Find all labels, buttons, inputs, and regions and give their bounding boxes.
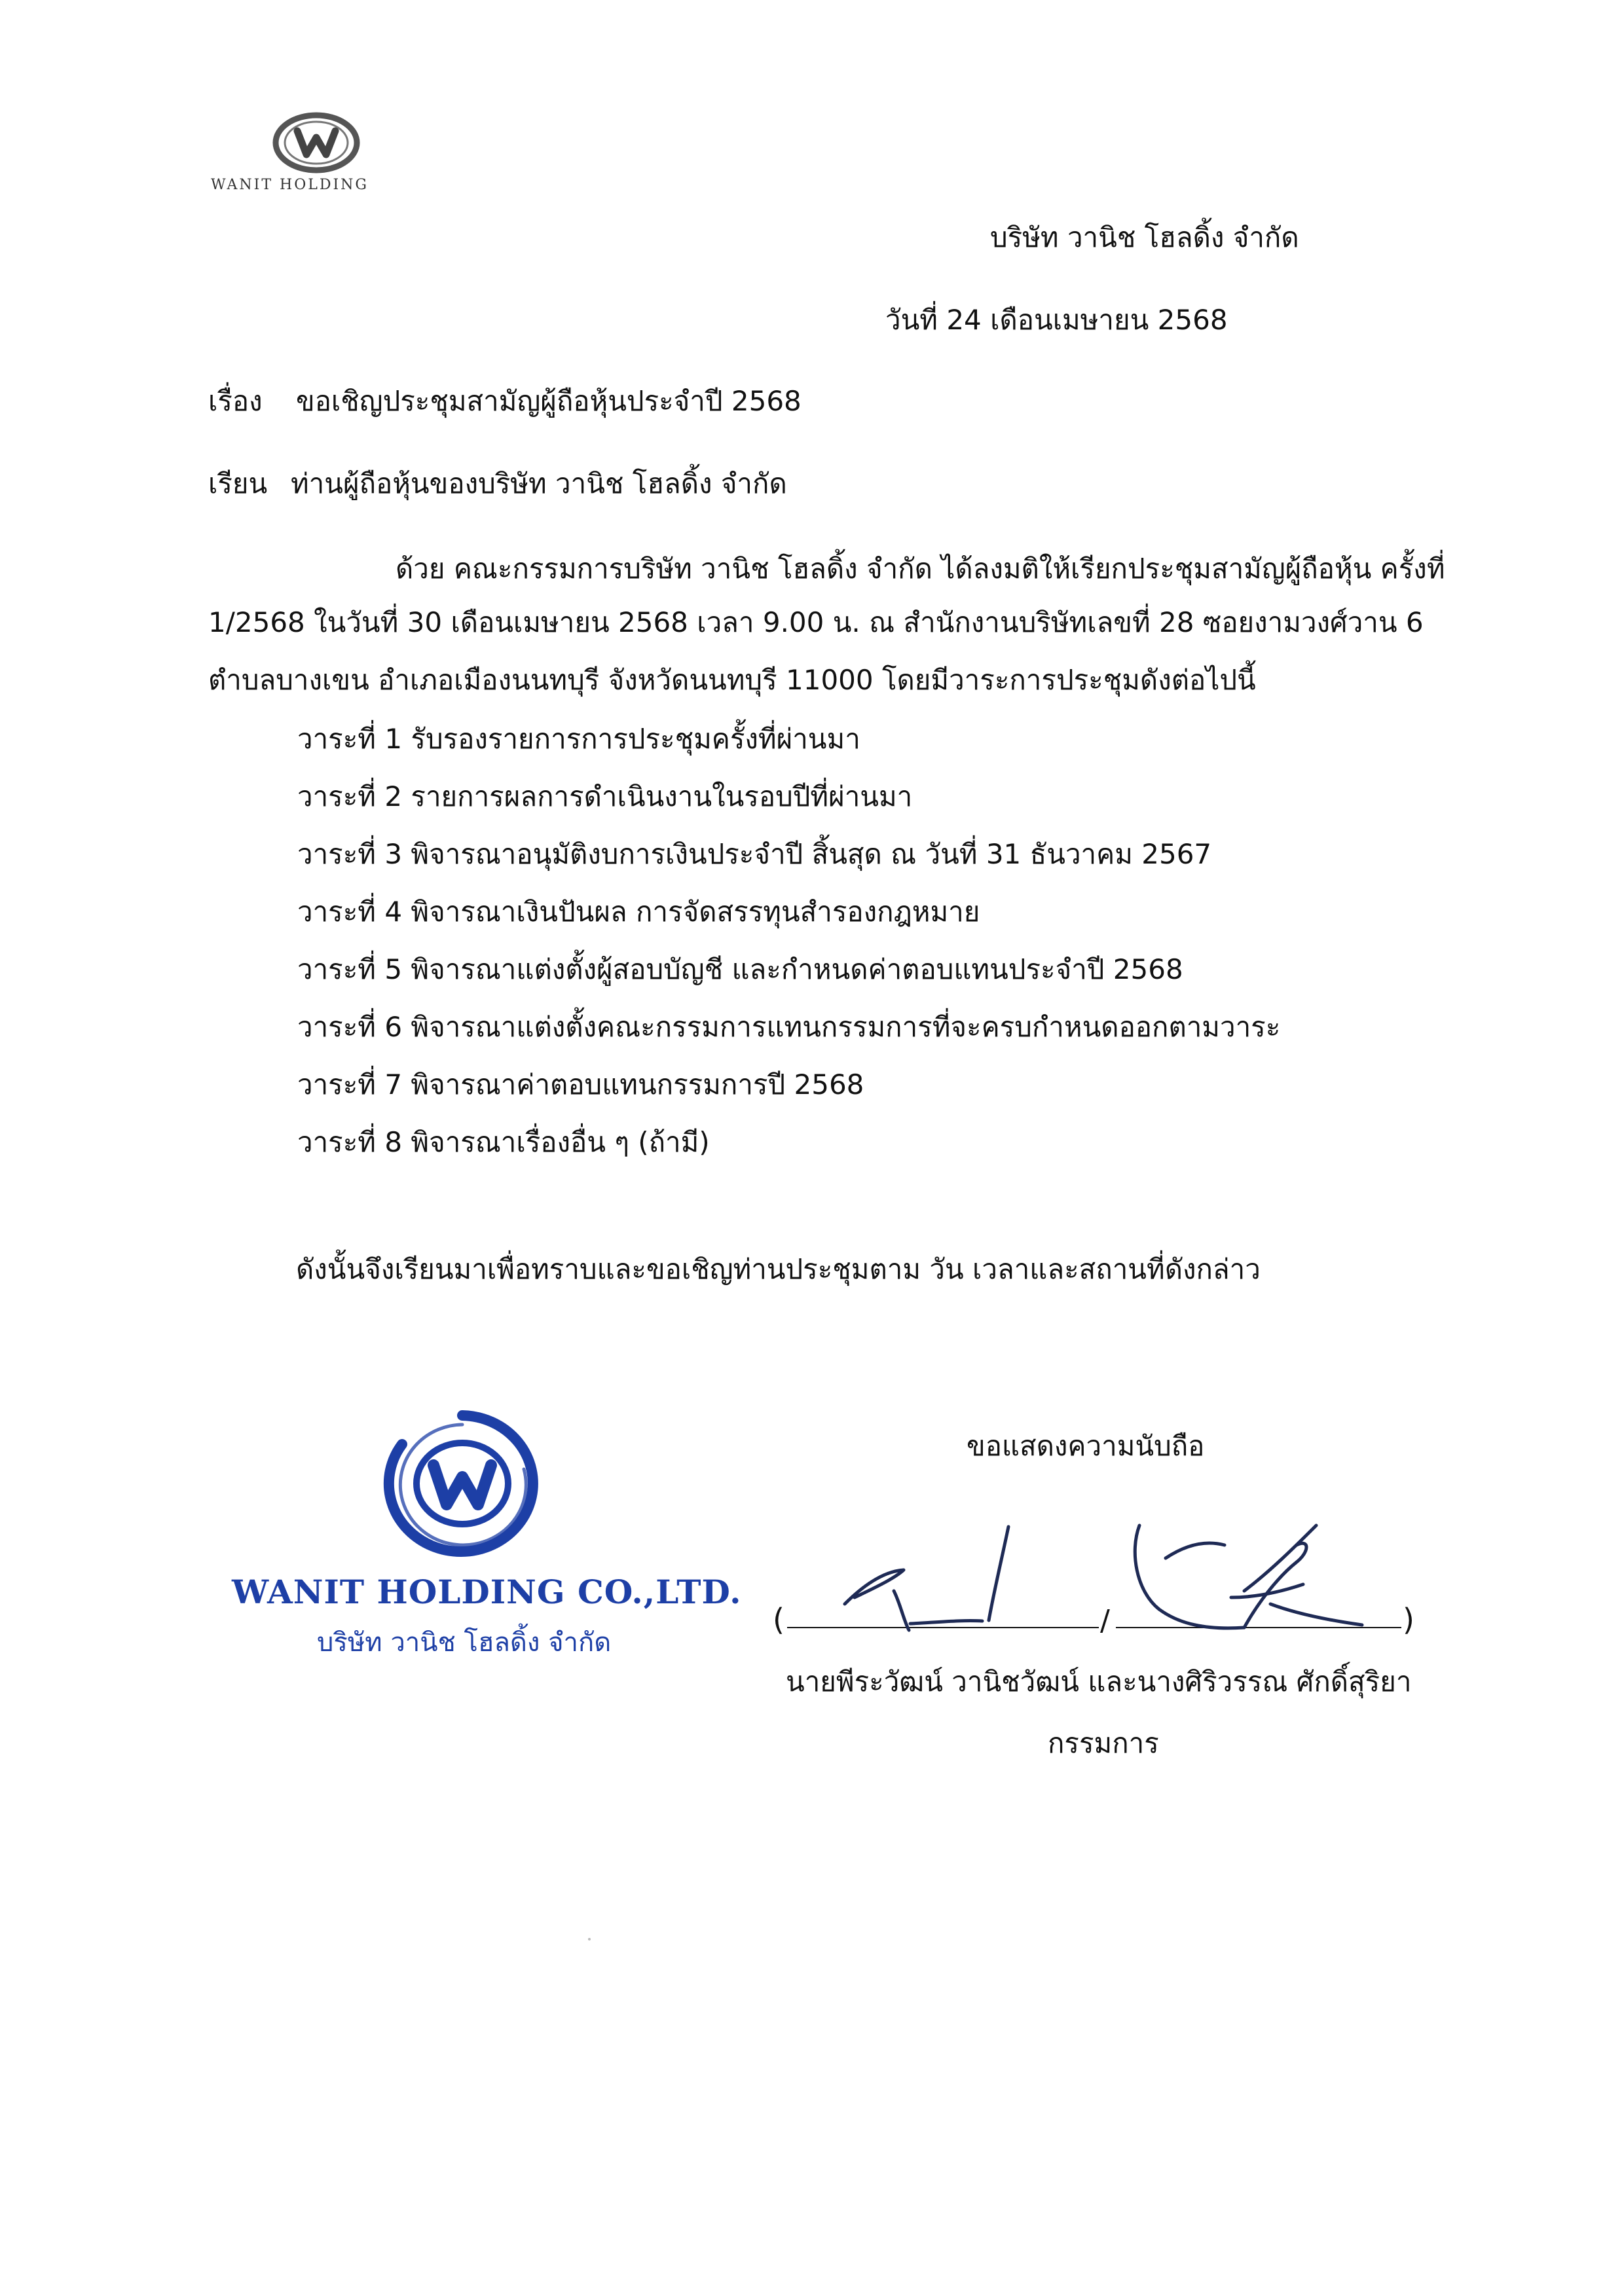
agenda-item: วาระที่ 4 พิจารณาเงินปันผล การจัดสรรทุนสำรองกฎหมาย [297, 896, 980, 928]
signer-names: นายพีระวัฒน์ วานิชวัฒน์ และนางศิริวรรณ ศักดิ์สุริยา [786, 1666, 1412, 1698]
svg-text:): ) [1403, 1602, 1414, 1637]
regards-text: ขอแสดงความนับถือ [967, 1430, 1205, 1462]
body-paragraph-line: 1/2568 ในวันที่ 30 เดือนเมษายน 2568 เวลา 9.00 น. ณ สำนักงานบริษัทเลขที่ 28 ซอยงามวงศ์วาน 6 [208, 606, 1424, 638]
logo-text: WANIT HOLDING [211, 177, 369, 193]
scan-speck [588, 1938, 591, 1941]
body-paragraph-line: ตำบลบางเขน อำเภอเมืองนนทบุรี จังหวัดนนทบุรี 11000 โดยมีวาระการประชุมดังต่อไปนี้ [208, 664, 1256, 696]
body-paragraph-line: ด้วย คณะกรรมการบริษัท วานิช โฮลดิ้ง จำกัด ได้ลงมติให้เรียกประชุมสามัญผู้ถือหุ้น ครั้งที่ [396, 553, 1445, 585]
logo-w-icon [261, 103, 372, 182]
agenda-item: วาระที่ 3 พิจารณาอนุมัติงบการเงินประจำปี สิ้นสุด ณ วันที่ 31 ธันวาคม 2567 [297, 838, 1212, 870]
signature-area [773, 1499, 1421, 1650]
agenda-item: วาระที่ 5 พิจารณาแต่งตั้งผู้สอบบัญชี และกำหนดค่าตอบแทนประจำปี 2568 [297, 953, 1183, 985]
agenda-item: วาระที่ 6 พิจารณาแต่งตั้งคณะกรรมการแทนกรรมการที่จะครบกำหนดออกตามวาระ [297, 1011, 1281, 1043]
agenda-item: วาระที่ 1 รับรองรายการการประชุมครั้งที่ผ่านมา [297, 723, 860, 755]
closing-sentence: ดังนั้นจึงเรียนมาเพื่อทราบและขอเชิญท่านประชุมตาม วัน เวลาและสถานที่ดังกล่าว [296, 1253, 1261, 1285]
recipient-label: เรียน [208, 467, 268, 500]
company-name: บริษัท วานิช โฮลดิ้ง จำกัด [990, 221, 1299, 253]
company-logo [261, 103, 372, 182]
subject-label: เรื่อง [208, 385, 263, 417]
agenda-item: วาระที่ 2 รายการผลการดำเนินงานในรอบปีที่ผ่านมา [297, 780, 913, 812]
letter-date: วันที่ 24 เดือนเมษายน 2568 [885, 304, 1228, 336]
company-stamp [378, 1406, 546, 1563]
agenda-item: วาระที่ 7 พิจารณาค่าตอบแทนกรรมการปี 2568 [297, 1068, 864, 1101]
signer-title: กรรมการ [1048, 1727, 1159, 1759]
stamp-english-name: WANIT HOLDING CO.,LTD. [232, 1573, 742, 1611]
agenda-item: วาระที่ 8 พิจารณาเรื่องอื่น ๆ (ถ้ามี) [297, 1126, 710, 1158]
signature-2 [1135, 1525, 1362, 1628]
recipient-text: ท่านผู้ถือหุ้นของบริษัท วานิช โฮลดิ้ง จำกัด [291, 467, 787, 500]
stamp-logo-icon [378, 1406, 546, 1563]
svg-text:/: / [1100, 1604, 1110, 1637]
subject-text: ขอเชิญประชุมสามัญผู้ถือหุ้นประจำปี 2568 [296, 385, 802, 417]
signature-1 [845, 1527, 1008, 1630]
stamp-thai-name: บริษัท วานิช โฮลดิ้ง จำกัด [317, 1628, 612, 1658]
svg-text:(: ( [773, 1602, 784, 1637]
